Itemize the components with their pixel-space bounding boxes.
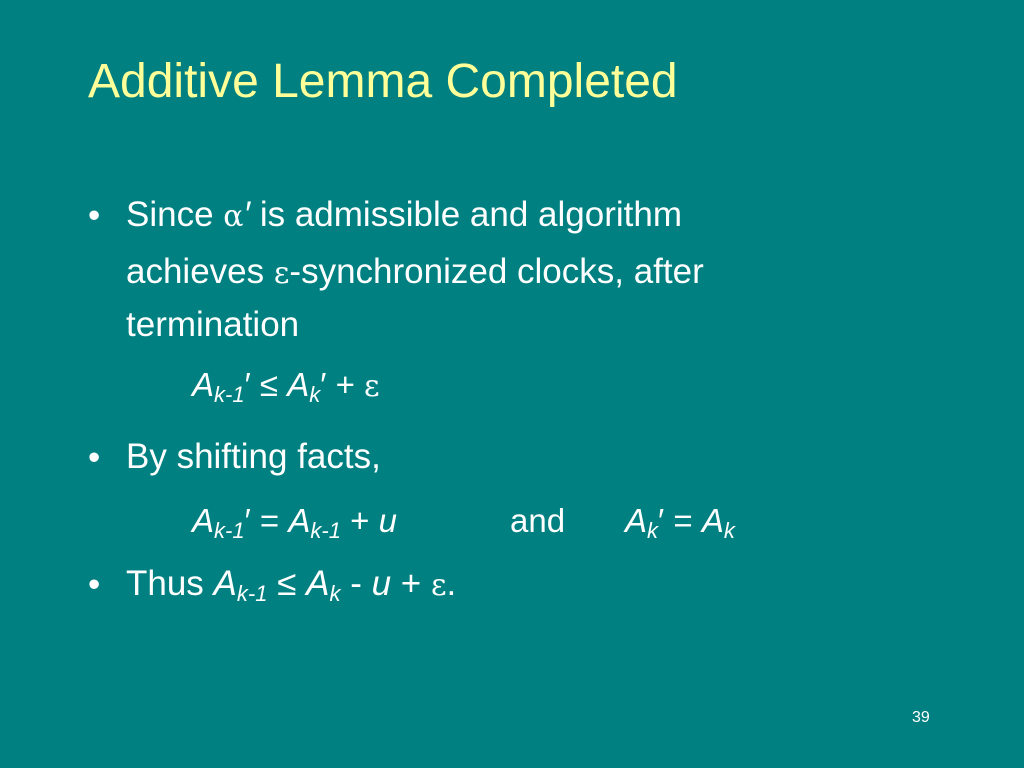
leq: ≤ bbox=[250, 366, 288, 403]
bullet-3-text bbox=[126, 564, 457, 606]
plus: + bbox=[391, 564, 431, 603]
var: u bbox=[371, 564, 392, 603]
period: . bbox=[446, 564, 457, 603]
subscript: k-1 bbox=[236, 581, 268, 606]
formula-3 bbox=[213, 564, 457, 606]
leq: ≤ bbox=[267, 564, 307, 603]
alpha-symbol: α bbox=[223, 199, 244, 234]
formula-2 bbox=[192, 502, 397, 543]
equals: = bbox=[250, 502, 289, 539]
bullet-2-text: By shifting facts, bbox=[126, 437, 381, 476]
bullet-1-line-1 bbox=[126, 197, 682, 232]
subscript: k bbox=[329, 581, 341, 606]
var: A bbox=[288, 502, 311, 539]
and-word: and bbox=[510, 502, 566, 539]
subscript: k-1 bbox=[214, 382, 245, 407]
prime: ′ bbox=[244, 366, 251, 403]
bullet-marker: • bbox=[88, 438, 101, 477]
text: -synchronized clocks, after bbox=[289, 252, 704, 291]
subscript: k bbox=[309, 382, 321, 407]
var: A bbox=[213, 564, 237, 603]
prime: ′ bbox=[658, 502, 665, 539]
minus: - bbox=[340, 564, 372, 603]
var: A bbox=[625, 502, 648, 539]
formula-1 bbox=[192, 366, 380, 407]
bullet-1-line-2 bbox=[126, 254, 704, 289]
var: A bbox=[192, 502, 215, 539]
epsilon-symbol: ε bbox=[430, 568, 447, 603]
text: achieves bbox=[126, 252, 274, 291]
var: A bbox=[306, 564, 330, 603]
epsilon-symbol: ε bbox=[364, 369, 380, 404]
equals: = bbox=[664, 502, 702, 539]
bullet-1-line-3: termination bbox=[126, 305, 300, 344]
subscript: k-1 bbox=[310, 518, 341, 543]
prime: ′ bbox=[320, 366, 327, 403]
text: Thus bbox=[126, 564, 214, 603]
page-number: 39 bbox=[912, 709, 930, 726]
text: Since bbox=[126, 195, 224, 234]
formula-2b bbox=[625, 502, 735, 543]
epsilon-symbol: ε bbox=[273, 256, 290, 291]
var: u bbox=[378, 502, 397, 539]
plus: + bbox=[326, 366, 365, 403]
var: A bbox=[192, 366, 215, 403]
bullet-marker: • bbox=[88, 565, 101, 604]
plus: + bbox=[340, 502, 379, 539]
bullet-marker: • bbox=[88, 196, 101, 235]
slide-title: Additive Lemma Completed bbox=[88, 55, 678, 108]
prime-symbol: ′ bbox=[243, 195, 260, 234]
text: is admissible and algorithm bbox=[259, 195, 682, 234]
var: A bbox=[701, 502, 724, 539]
subscript: k bbox=[723, 518, 735, 543]
subscript: k bbox=[647, 518, 659, 543]
prime: ′ bbox=[244, 502, 251, 539]
var: A bbox=[287, 366, 310, 403]
subscript: k-1 bbox=[214, 518, 245, 543]
